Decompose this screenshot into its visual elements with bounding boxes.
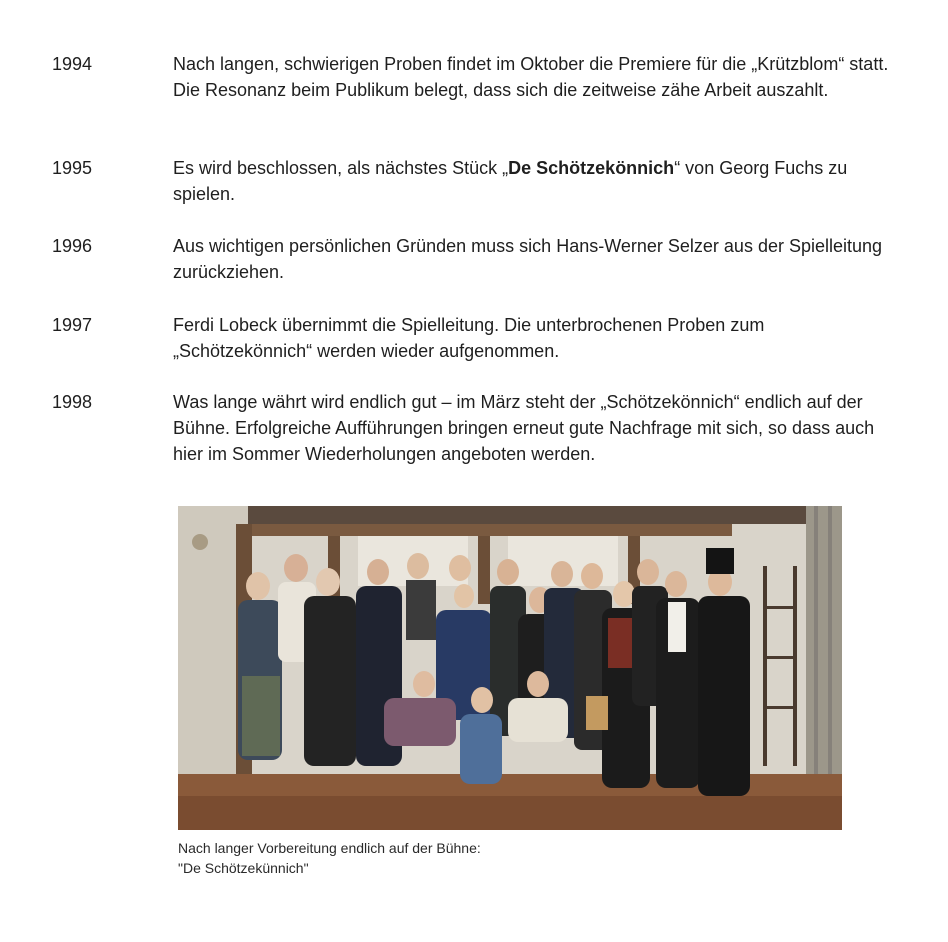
entry-year: 1995 bbox=[52, 158, 93, 178]
theater-group-photo bbox=[178, 506, 842, 830]
entry-year: 1997 bbox=[52, 315, 93, 335]
caption-line-2: "De Schötzekünnich" bbox=[178, 860, 309, 876]
entry-year: 1998 bbox=[52, 392, 93, 412]
entry-text: Aus wichtigen persönlichen Gründen muss sich Hans-Werner Selzer aus der Spielleitung zurückziehen. bbox=[173, 236, 883, 282]
entry-year: 1996 bbox=[52, 236, 93, 256]
entry-text: Nach langen, schwierigen Proben findet im Oktober die Premiere für die „Krützblom“ statt. Die Resonanz beim Publikum belegt, dass sich die zeitweise zähe Arbeit auszahlt. bbox=[173, 54, 889, 100]
entry-text: Ferdi Lobeck übernimmt die Spielleitung. Die unterbrochenen Proben zum „Schötzekönnich“ werden wieder aufgenommen. bbox=[173, 315, 765, 361]
entry-text-before: Es wird beschlossen, als nächstes Stück „ bbox=[173, 158, 509, 178]
caption-line-1: Nach langer Vorbereitung endlich auf der Bühne: bbox=[178, 840, 481, 856]
play-title: De Schötzekönnich bbox=[508, 158, 675, 178]
entry-text-after: “ von Georg Fuchs zu spielen. bbox=[173, 158, 848, 204]
photo-caption bbox=[178, 838, 678, 878]
entry-year: 1994 bbox=[52, 54, 93, 74]
entry-text: Was lange währt wird endlich gut – im März steht der „Schötzekönnich“ endlich auf der Bühne. Erfolgreiche Aufführungen bringen erneut gute Nachfrage mit sich, so dass auch hier im Sommer Wiederholungen angeboten werden. bbox=[173, 392, 875, 464]
entry-text bbox=[173, 155, 908, 207]
